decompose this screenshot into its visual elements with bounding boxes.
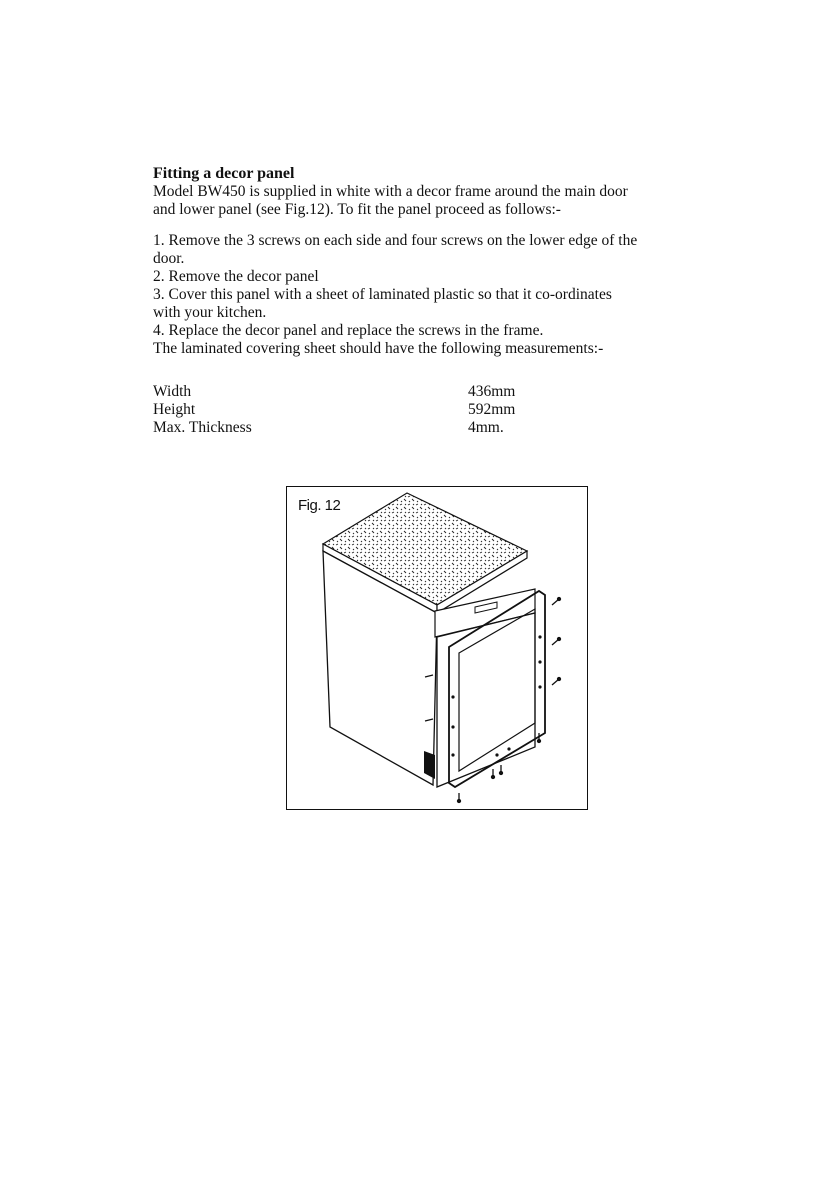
measurements-table (153, 383, 573, 437)
measurements-intro (153, 340, 723, 358)
step-item (153, 322, 723, 340)
step-line: 4. Replace the decor panel and replace the screws in the frame. (153, 322, 544, 339)
measurement-value: 4mm. (468, 419, 504, 436)
step-line: with your kitchen. (153, 304, 267, 321)
intro-line: Model BW450 is supplied in white with a decor frame around the main door (153, 183, 628, 200)
measurement-row (153, 383, 573, 401)
step-item (153, 268, 723, 286)
step-line: 1. Remove the 3 screws on each side and four screws on the lower edge of the (153, 232, 638, 249)
measurement-row (153, 419, 573, 437)
instruction-steps (153, 232, 723, 358)
figure-label: Fig. 12 (298, 497, 341, 514)
step-line: door. (153, 250, 185, 267)
dishwasher-decor-panel-icon (287, 487, 587, 809)
measurement-label: Width (153, 383, 192, 400)
step-item (153, 286, 723, 322)
measurement-label: Height (153, 401, 196, 418)
step-line: 2. Remove the decor panel (153, 268, 319, 285)
measurements-intro-text: The laminated covering sheet should have the following measurements:- (153, 340, 604, 357)
measurement-value: 436mm (468, 383, 516, 400)
step-line: 3. Cover this panel with a sheet of laminated plastic so that it co-ordinates (153, 286, 612, 303)
measurement-row (153, 401, 573, 419)
intro-paragraph (153, 183, 723, 219)
intro-line: and lower panel (see Fig.12). To fit the panel proceed as follows:- (153, 201, 561, 218)
step-item (153, 232, 723, 268)
figure-12 (286, 486, 588, 810)
section-title: Fitting a decor panel (153, 165, 295, 182)
measurement-label: Max. Thickness (153, 419, 252, 436)
measurement-value: 592mm (468, 401, 516, 418)
